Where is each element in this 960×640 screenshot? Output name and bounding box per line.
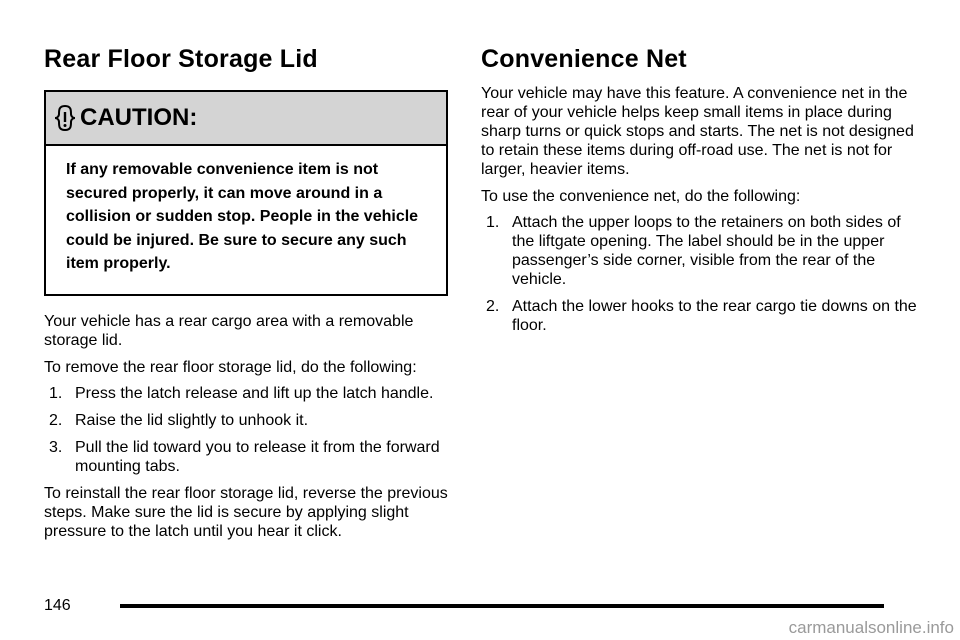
instructions-lead: To use the convenience net, do the following: [481,188,801,205]
step-number: 1. [486,214,500,231]
caution-text: If any removable convenience item is not secured properly, it can move around in a collision or sudden stop. People in the vehicle could be injured. Be sure to secure any such item properly. [66,161,419,272]
list-item [481,213,921,289]
left-column [44,42,448,541]
caution-box [44,90,448,296]
section-title-convenience-net: Convenience Net [481,45,687,73]
net-steps-list [481,213,921,335]
reinstall-paragraph: To reinstall the rear floor storage lid, reverse the previous steps. Make sure the lid is secure by applying slight pressure to the latch until you hear it click. [44,484,448,540]
step-number: 2. [486,298,500,315]
page-number: 146 [44,597,71,614]
step-text: Attach the lower hooks to the rear cargo tie downs on the floor. [512,298,917,334]
step-text: Attach the upper loops to the retainers on both sides of the liftgate opening. The label should be in the upper passenger’s side corner, visible from the rear of the vehicle. [512,214,901,288]
step-text: Raise the lid slightly to unhook it. [75,411,309,429]
caution-title: CAUTION: [80,104,198,131]
caution-header [46,92,446,146]
caution-brace-icon [54,104,76,132]
removal-steps-list [44,384,448,476]
step-number: 1. [49,384,63,402]
list-item [44,384,448,403]
list-item [481,297,921,335]
step-number: 3. [49,438,63,456]
footer-divider [120,604,884,608]
intro-paragraph: Your vehicle has a rear cargo area with a removable storage lid. [44,312,414,349]
watermark: carmanualsonline.info [788,618,954,637]
section-title-rear-floor-storage-lid: Rear Floor Storage Lid [44,45,318,73]
right-column [481,42,921,343]
list-item [44,411,448,430]
step-text: Press the latch release and lift up the latch handle. [75,384,434,402]
list-item [44,438,448,476]
intro-paragraph: Your vehicle may have this feature. A convenience net in the rear of your vehicle helps keep small items in place during sharp turns or quick stops and starts. The net is not designed to retain these items during off-road use. The net is not for larger, heavier items. [481,85,914,178]
step-number: 2. [49,411,63,429]
step-text: Pull the lid toward you to release it from the forward mounting tabs. [75,438,440,475]
instructions-lead: To remove the rear floor storage lid, do the following: [44,358,417,376]
